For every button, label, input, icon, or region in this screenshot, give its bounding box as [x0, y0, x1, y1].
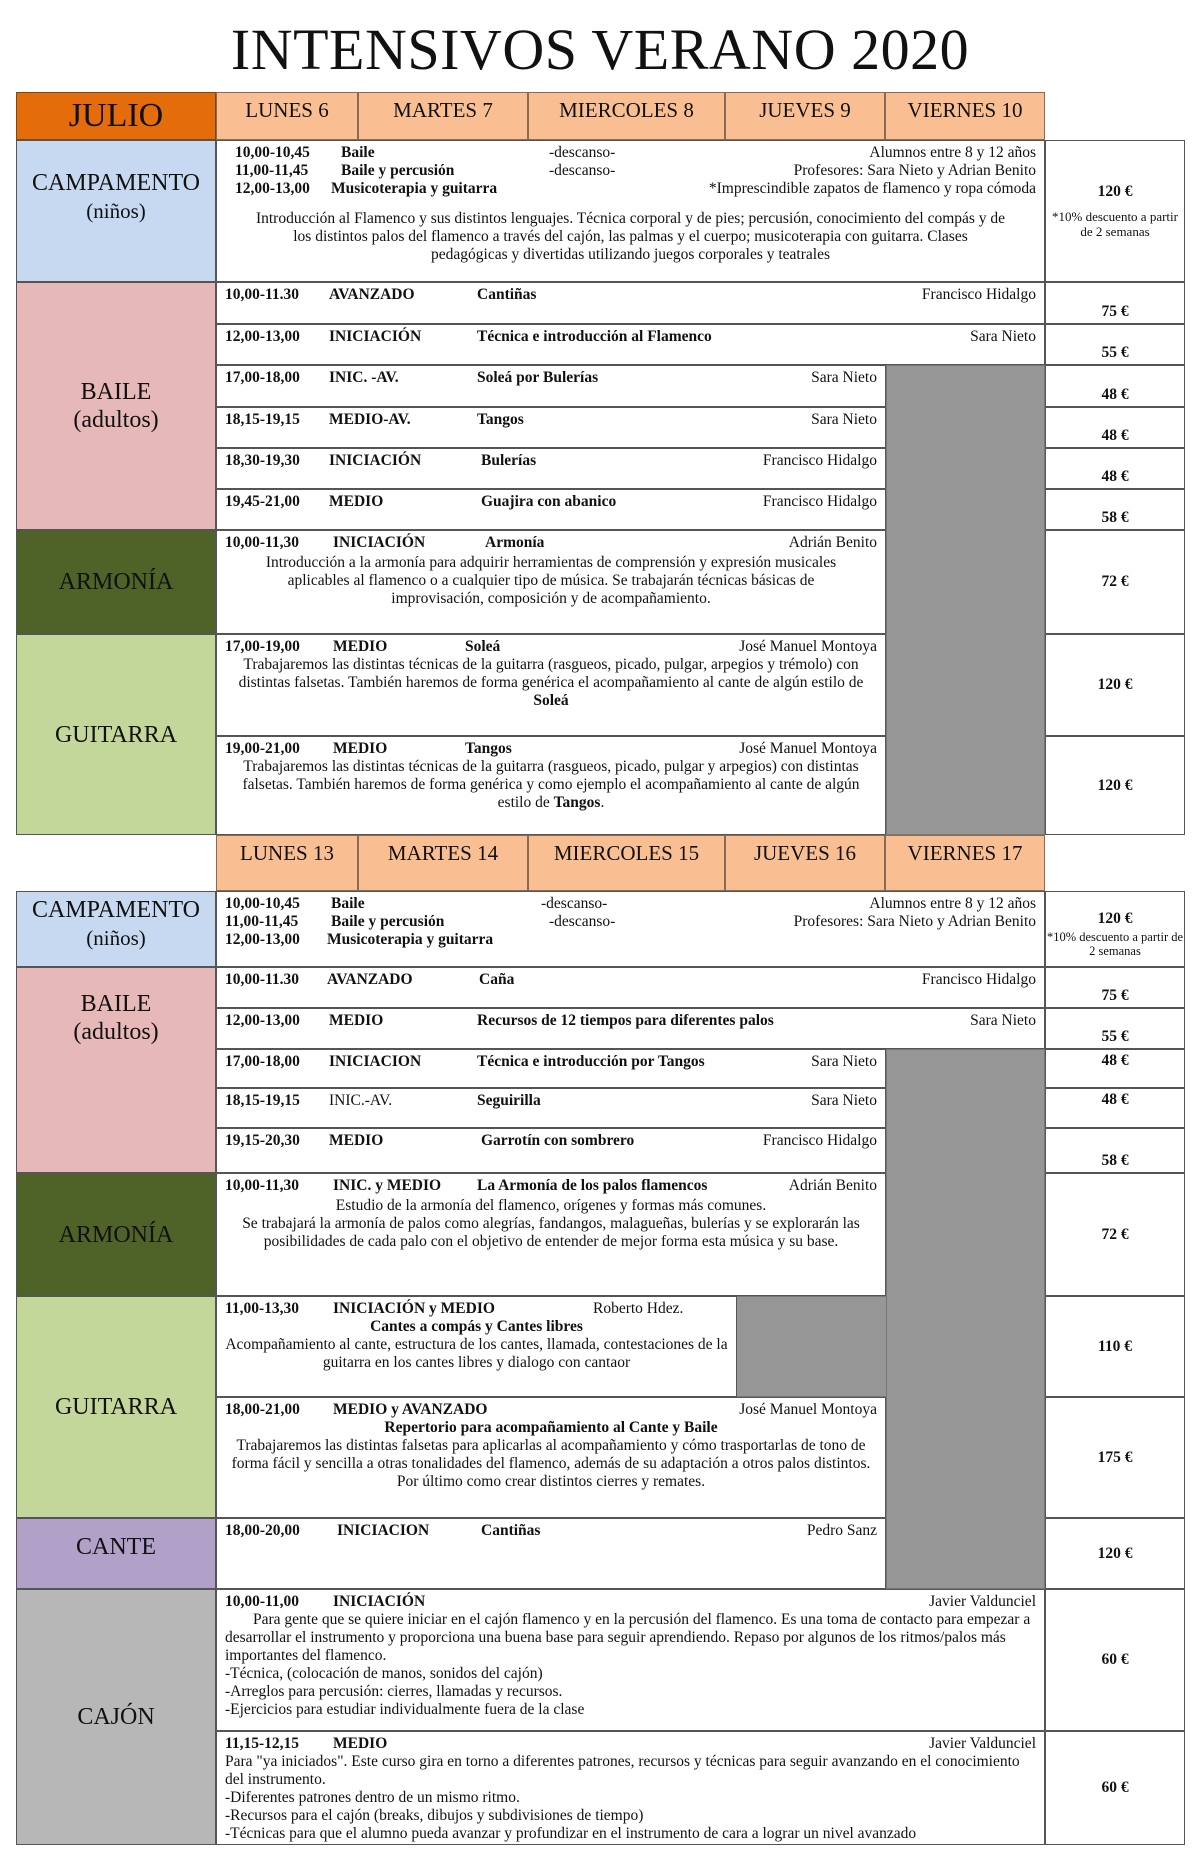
price: 48 €: [1045, 1049, 1185, 1088]
day-header: JUEVES 16: [725, 835, 885, 891]
teacher: Francisco Hidalgo: [762, 1132, 877, 1149]
activity: Baile y percusión: [331, 913, 445, 930]
teacher: Francisco Hidalgo: [921, 971, 1036, 988]
time: 18,00-21,00: [225, 1401, 300, 1418]
category-baile: [16, 282, 216, 530]
campamento-schedule: [216, 140, 1045, 282]
info: Alumnos entre 8 y 12 años: [869, 144, 1036, 161]
category-label: BAILE: [80, 379, 152, 405]
day-header: MIERCOLES 15: [528, 835, 725, 891]
class-row: [216, 1128, 886, 1173]
category-label: GUITARRA: [54, 1394, 178, 1420]
price: 55 €: [1045, 324, 1185, 365]
class-name: Soleá: [465, 638, 501, 655]
class-row: [216, 967, 1045, 1008]
level: MEDIO: [333, 740, 388, 757]
teacher: Francisco Hidalgo: [762, 493, 877, 510]
teacher: José Manuel Montoya: [739, 1401, 877, 1418]
info: Alumnos entre 8 y 12 años: [869, 895, 1036, 912]
price: 60 €: [1045, 1731, 1185, 1845]
unavailable-block: [886, 365, 1045, 835]
category-cante: [16, 1518, 216, 1589]
class-name: La Armonía de los palos flamencos: [477, 1177, 708, 1194]
info: Profesores: Sara Nieto y Adrian Benito: [793, 162, 1036, 179]
time: 18,30-19,30: [225, 452, 300, 469]
class-row: [216, 448, 886, 489]
activity: Baile: [331, 895, 365, 912]
schedule-line: [225, 895, 1036, 913]
price: 120 €: [1045, 1518, 1185, 1589]
class-name: Garrotín con sombrero: [481, 1132, 635, 1149]
price: 58 €: [1045, 1128, 1185, 1173]
teacher: Javier Valdunciel: [929, 1593, 1036, 1610]
class-row: [216, 324, 1045, 365]
description-emphasis: Tangos: [553, 794, 601, 811]
teacher: Sara Nieto: [811, 369, 877, 386]
class-row: [216, 1397, 886, 1518]
day-header: VIERNES 10: [885, 92, 1045, 140]
teacher: Sara Nieto: [970, 328, 1036, 345]
time: 10,00-11,30: [225, 534, 300, 551]
category-label: CAMPAMENTO: [31, 897, 201, 923]
class-name: Cantiñas: [481, 1522, 541, 1539]
class-row: [216, 1088, 886, 1128]
class-row: [216, 1731, 1045, 1845]
price: 48 €: [1045, 407, 1185, 448]
time: 12,00-13,00: [225, 328, 300, 345]
price: 75 €: [1045, 282, 1185, 324]
class-row: [216, 1589, 1045, 1731]
class-name: Tangos: [465, 740, 512, 757]
category-label: ARMONÍA: [58, 1221, 174, 1248]
teacher: Javier Valdunciel: [929, 1735, 1036, 1752]
day-header: LUNES 6: [216, 92, 358, 140]
class-row: [216, 1296, 737, 1397]
schedule-line: [225, 180, 1036, 198]
time: 17,00-18,00: [225, 369, 300, 386]
level: MEDIO: [333, 1735, 388, 1752]
class-name: Armonía: [485, 534, 545, 551]
class-row: [216, 736, 886, 835]
teacher: Francisco Hidalgo: [921, 286, 1036, 303]
category-baile: [16, 967, 216, 1173]
time: 10,00-10,45: [225, 895, 300, 912]
time: 12,00-13,00: [235, 180, 310, 197]
bullet: -Técnicas para que el alumno pueda avanzar y profundizar en el instrumento de cara a lograr un nivel avanzado: [225, 1825, 917, 1842]
time: 10,00-11,30: [225, 1177, 300, 1194]
level: INICIACION: [329, 1053, 422, 1070]
class-row: [216, 1173, 886, 1296]
class-row: [216, 407, 886, 448]
class-row: [216, 282, 1045, 324]
class-name: Recursos de 12 tiempos para diferentes palos: [477, 1012, 774, 1029]
level: INIC. y MEDIO: [333, 1177, 442, 1194]
category-armonia: [16, 1173, 216, 1296]
bullet: -Arreglos para percusión: cierres, llamadas y recursos.: [225, 1683, 563, 1700]
class-description: Se trabajará la armonía de palos como alegrías, fandangos, malagueñas, bulerías y se explorarán las posibilidades de cada palo con el objetivo de entender de mejor forma esta música y su base.: [242, 1215, 860, 1250]
teacher: Sara Nieto: [811, 1053, 877, 1070]
time: 10,00-11.30: [225, 286, 300, 303]
category-label: ARMONÍA: [58, 569, 174, 595]
price: 48 €: [1045, 448, 1185, 489]
price: 75 €: [1045, 967, 1185, 1008]
time: 17,00-19,00: [225, 638, 300, 655]
teacher: Pedro Sanz: [806, 1522, 877, 1539]
class-name: Caña: [479, 971, 515, 988]
time: 18,00-20,00: [225, 1522, 300, 1539]
category-label: CAMPAMENTO: [31, 170, 201, 196]
level: AVANZADO: [329, 286, 415, 303]
category-sublabel: (niños): [86, 926, 146, 950]
class-name: Cantiñas: [477, 286, 537, 303]
activity: Baile: [341, 144, 375, 161]
level: MEDIO y AVANZADO: [333, 1401, 488, 1418]
page-title: INTENSIVOS VERANO 2020: [230, 17, 970, 82]
activity: Musicoterapia y guitarra: [331, 180, 498, 197]
description-emphasis: Soleá: [533, 692, 569, 709]
teacher: Sara Nieto: [970, 1012, 1036, 1029]
category-label: CAJÓN: [77, 1704, 155, 1730]
category-sublabel: (adultos): [73, 407, 159, 433]
class-description: Para "ya iniciados". Este curso gira en torno a diferentes patrones, recursos y técnicas para seguir avanzando en el conocimiento del instrumento.: [225, 1753, 1020, 1788]
category-campamento: [16, 891, 216, 967]
time: 19,15-20,30: [225, 1132, 300, 1149]
class-title: Repertorio para acompañamiento al Cante y Baile: [384, 1419, 718, 1436]
schedule-line: [225, 144, 1036, 162]
class-name: Soleá por Bulerías: [477, 369, 599, 386]
day-header: MARTES 7: [358, 92, 528, 140]
day-header: VIERNES 17: [885, 835, 1045, 891]
class-name: Seguirilla: [477, 1092, 541, 1109]
class-row: [216, 1049, 886, 1088]
class-name: Técnica e introducción por Tangos: [477, 1053, 705, 1070]
teacher: Francisco Hidalgo: [762, 452, 877, 469]
class-description: Para gente que se quiere iniciar en el cajón flamenco y en la percusión del flamenco. Es una toma de contacto para empezar a desarrollar el instrumento y proporciona una buena base para seguir aprendiendo. Repaso por algunos de los ritmos/palos más importantes del flamenco.: [225, 1611, 1031, 1664]
level: MEDIO: [333, 638, 388, 655]
class-row: [216, 489, 886, 530]
level: INICIACIÓN y MEDIO: [333, 1300, 495, 1317]
category-sublabel: (niños): [86, 199, 146, 223]
category-cajon: [16, 1589, 216, 1845]
teacher: Roberto Hdez.: [593, 1300, 684, 1317]
category-sublabel: (adultos): [73, 1019, 159, 1045]
info: *Imprescindible zapatos de flamenco y ropa cómoda: [708, 180, 1036, 197]
teacher: Sara Nieto: [811, 1092, 877, 1109]
day-header: LUNES 13: [216, 835, 358, 891]
level: INICIACIÓN: [329, 452, 422, 469]
campamento-description: Introducción al Flamenco y sus distintos lenguajes. Técnica corporal y de pies; percusión, conocimiento del compás y de los distintos palos del flamenco a través del cajón, las palmas y el cuerpo; musicoterapia con guitarra. Clases pedagógicas y divertidas utilizando juegos corporales y teatrales: [255, 210, 1006, 263]
category-guitarra: [16, 1296, 216, 1518]
price: 120 €: [1097, 910, 1133, 927]
price: 48 €: [1045, 365, 1185, 407]
time: 12,00-13,00: [225, 931, 300, 948]
description-text: Trabajaremos las distintas técnicas de la guitarra (rasgueos, picado, pulgar, arpegios y trémolo) con distintas falsetas. También haremos de forma genérica el acompañamiento al cante de algún estilo de: [238, 656, 864, 691]
teacher: José Manuel Montoya: [739, 740, 877, 757]
price: 72 €: [1045, 1173, 1185, 1296]
unavailable-block: [736, 1296, 887, 1397]
time: 18,15-19,15: [225, 411, 300, 428]
time: 10,00-11.30: [225, 971, 300, 988]
class-row: [216, 365, 886, 407]
class-name: Bulerías: [481, 452, 537, 469]
teacher: Adrián Benito: [788, 534, 877, 551]
teacher: Adrián Benito: [788, 1177, 877, 1194]
time: 11,00-11,45: [225, 913, 299, 930]
month-header: JULIO: [16, 92, 216, 140]
class-description: Acompañamiento al cante, estructura de los cantes, llamada, contestaciones de la guitarra en los cantes libres y dialogo con cantaor: [225, 1336, 728, 1371]
schedule-line: [225, 931, 1036, 949]
activity: Musicoterapia y guitarra: [327, 931, 494, 948]
schedule-line: [225, 913, 1036, 931]
price: 120 €: [1045, 736, 1185, 835]
activity: Baile y percusión: [341, 162, 455, 179]
price: 55 €: [1045, 1008, 1185, 1049]
day-header: JUEVES 9: [725, 92, 885, 140]
class-name: Tangos: [477, 411, 524, 428]
break: -descanso-: [549, 144, 616, 161]
bullet: -Ejercicios para estudiar individualmente fuera de la clase: [225, 1701, 585, 1718]
level: INIC. -AV.: [329, 369, 399, 386]
class-description: [225, 656, 877, 710]
price: 120 €: [1045, 634, 1185, 736]
category-label: CANTE: [76, 1534, 156, 1560]
category-label: BAILE: [80, 991, 152, 1017]
class-row: [216, 530, 886, 634]
price: 120 €: [1097, 183, 1133, 200]
level: MEDIO: [329, 1132, 384, 1149]
price: 48 €: [1045, 1088, 1185, 1128]
category-guitarra: [16, 634, 216, 835]
price: 60 €: [1045, 1589, 1185, 1731]
level: MEDIO-AV.: [329, 411, 411, 428]
class-description: [225, 758, 877, 812]
price: 72 €: [1045, 530, 1185, 634]
level: INICIACIÓN: [329, 328, 422, 345]
class-row: [216, 1518, 886, 1589]
time: 12,00-13,00: [225, 1012, 300, 1029]
class-description: Introducción a la armonía para adquirir herramientas de comprensión y expresión musicales aplicables al flamenco o a cualquier tipo de música. Se trabajarán técnicas básicas de improvisación, composición y de acompañamiento.: [265, 554, 837, 607]
time: 11,15-12,15: [225, 1735, 300, 1752]
level: INICIACIÓN: [333, 1593, 426, 1610]
level: MEDIO: [329, 493, 384, 510]
schedule-line: [225, 162, 1036, 180]
price-note: *10% descuento a partir de 2 semanas: [1052, 209, 1178, 239]
price: 175 €: [1045, 1397, 1185, 1518]
time: 18,15-19,15: [225, 1092, 300, 1109]
level: INICIACIÓN: [333, 534, 426, 551]
price: 110 €: [1045, 1296, 1185, 1397]
day-header: MARTES 14: [358, 835, 528, 891]
price-cell: [1045, 140, 1185, 282]
price-cell: [1045, 891, 1185, 967]
time: 11,00-11,45: [235, 162, 309, 179]
campamento-schedule: [216, 891, 1045, 967]
level: INIC.-AV.: [329, 1092, 393, 1109]
bullet: -Diferentes patrones dentro de un mismo ritmo.: [225, 1789, 520, 1806]
time: 10,00-10,45: [235, 144, 310, 161]
category-label: GUITARRA: [54, 721, 178, 748]
time: 17,00-18,00: [225, 1053, 300, 1070]
time: 19,45-21,00: [225, 493, 300, 510]
price-note: *10% descuento a partir de 2 semanas: [1046, 930, 1184, 958]
description-end: .: [600, 794, 605, 811]
unavailable-block: [886, 1049, 1045, 1589]
time: 19,00-21,00: [225, 740, 300, 757]
break: -descanso-: [549, 913, 616, 930]
level: AVANZADO: [327, 971, 413, 988]
class-description: Estudio de la armonía del flamenco, orígenes y formas más comunes.: [335, 1197, 767, 1214]
category-campamento: [16, 140, 216, 282]
break: -descanso-: [541, 895, 608, 912]
level: MEDIO: [329, 1012, 384, 1029]
teacher: José Manuel Montoya: [739, 638, 877, 655]
class-name: Guajira con abanico: [481, 493, 617, 510]
level: INICIACION: [337, 1522, 430, 1539]
category-armonia: [16, 530, 216, 634]
class-title: Cantes a compás y Cantes libres: [370, 1318, 583, 1335]
day-header: MIERCOLES 8: [528, 92, 725, 140]
info: Profesores: Sara Nieto y Adrian Benito: [793, 913, 1036, 930]
class-row: [216, 634, 886, 736]
class-name: Técnica e introducción al Flamenco: [477, 328, 712, 345]
price: 58 €: [1045, 489, 1185, 530]
time: 10,00-11,00: [225, 1593, 300, 1610]
bullet: -Recursos para el cajón (breaks, dibujos y subdivisiones de tiempo): [225, 1807, 644, 1824]
description-text: Trabajaremos las distintas técnicas de la guitarra (rasgueos, picado, pulgar y arpegios) con distintas falsetas. También haremos de forma genérica y como ejemplo el acompañamiento al cante de algún estilo de: [242, 758, 860, 811]
bullet: -Técnica, (colocación de manos, sonidos del cajón): [225, 1665, 543, 1682]
teacher: Sara Nieto: [811, 411, 877, 428]
class-row: [216, 1008, 1045, 1049]
class-description: Trabajaremos las distintas falsetas para aplicarlas al acompañamiento y cómo trasportarlas de tono de forma fácil y sencilla a otras tonalidades del flamenco, además de su adaptación a otros palos distintos. Por último como crear distintos cierres y remates.: [231, 1437, 871, 1490]
time: 11,00-13,30: [225, 1300, 300, 1317]
break: -descanso-: [549, 162, 616, 179]
